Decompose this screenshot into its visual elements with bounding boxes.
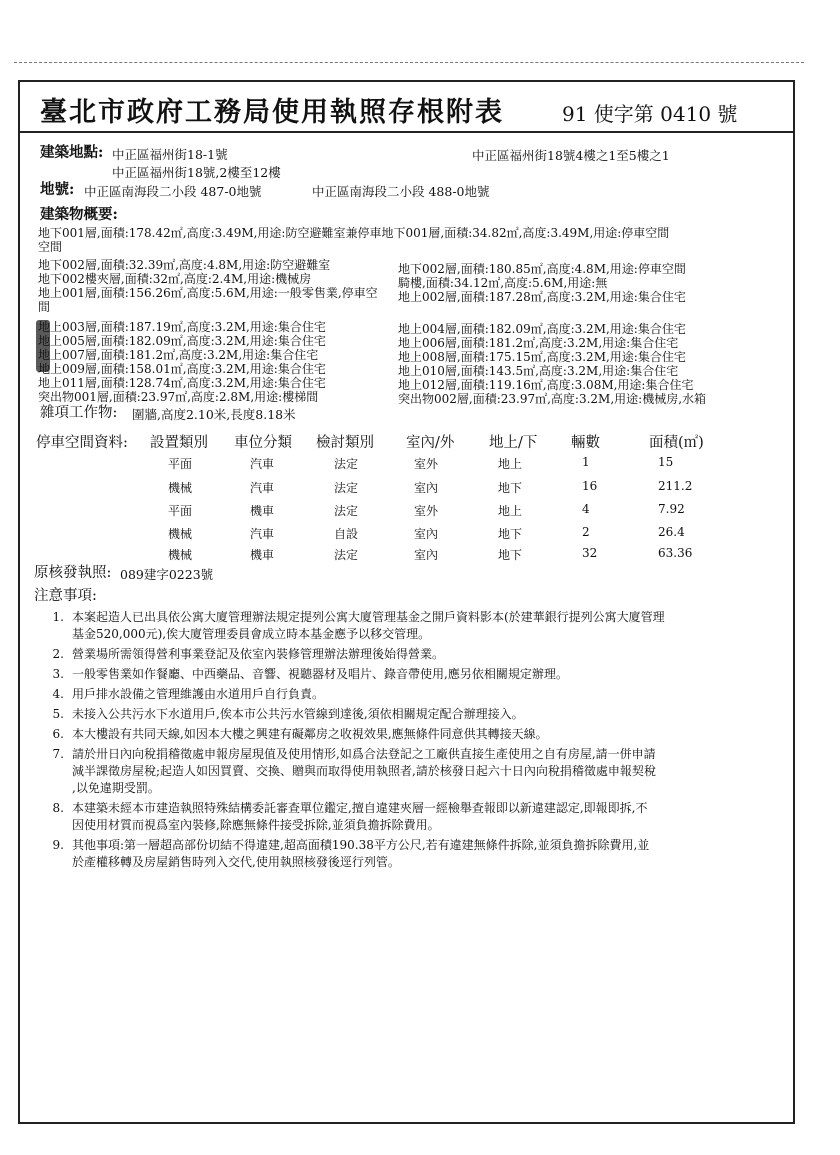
note-number: 7. xyxy=(52,747,64,761)
parking-cell: 機械 xyxy=(168,481,193,495)
misc-label: 雜項工作物: xyxy=(40,405,118,421)
parking-cell: 7.92 xyxy=(658,502,685,516)
parking-header: 檢討類別 xyxy=(316,435,374,451)
parking-cell: 4 xyxy=(582,502,590,516)
overview-row-right: 突出物002層,面積:23.97㎡,高度:3.2M,用途:機械房,水箱 xyxy=(398,392,707,406)
parking-cell: 平面 xyxy=(168,457,193,471)
note-text xyxy=(72,837,754,871)
original-permit-value: 089建字0223號 xyxy=(120,567,214,582)
note-line: 本建築未經本市建造執照特殊結構委託審查單位鑑定,擅自違建夾層一經檢舉查報即以新違建認定,即報即拆,不 xyxy=(72,801,648,815)
parking-cell: 室內 xyxy=(414,548,439,562)
parking-cell: 地下 xyxy=(498,527,523,541)
location-2: 中正區福州街18號,2樓至12樓 xyxy=(112,165,281,180)
note-line: 本大樓設有共同天線,如因本大樓之興建有礙鄰房之收視效果,應無條件同意供其轉接天線。 xyxy=(72,727,548,741)
note-number: 6. xyxy=(52,727,64,741)
header-rule xyxy=(18,131,795,133)
document-title: 臺北市政府工務局使用執照存根附表 xyxy=(40,97,504,128)
note-item xyxy=(42,746,754,797)
parking-cell: 自設 xyxy=(334,527,359,541)
note-item xyxy=(42,726,754,743)
note-text xyxy=(72,726,754,743)
overview-row-left: 地上011層,面積:128.74㎡,高度:3.2M,用途:集合住宅 xyxy=(38,376,326,390)
note-number: 9. xyxy=(52,838,64,852)
parking-cell: 211.2 xyxy=(658,479,693,493)
note-line: 未接入公共污水下水道用戶,俟本市公共污水管線到達後,須依相關規定配合辦理接入。 xyxy=(72,707,524,721)
parking-header: 地上/下 xyxy=(489,435,538,451)
note-line: ,以免違期受罰。 xyxy=(72,781,160,795)
note-item xyxy=(42,646,754,663)
overview-row-left: 地上009層,面積:158.01㎡,高度:3.2M,用途:集合住宅 xyxy=(38,362,326,376)
parking-header: 車位分類 xyxy=(234,435,292,451)
parking-cell: 平面 xyxy=(168,504,193,518)
lot-label: 地號: xyxy=(40,181,75,198)
note-line: 因使用材質而視爲室內裝修,除應無條件接受拆除,並須負擔拆除費用。 xyxy=(72,818,440,832)
parking-cell: 63.36 xyxy=(658,546,693,560)
overview-row-right: 地上002層,面積:187.28㎡,高度:3.2M,用途:集合住宅 xyxy=(398,290,686,304)
location-label: 建築地點: xyxy=(40,144,104,161)
parking-cell: 2 xyxy=(582,525,590,539)
parking-cell: 1 xyxy=(582,455,590,469)
overview-row-right: 騎樓,面積:34.12㎡,高度:5.6M,用途:無 xyxy=(398,276,608,290)
note-line: 本案起造人已出具依公寓大廈管理辦法規定提列公寓大廈管理基金之開戶資料影本(於建華銀行提列公寓大廈管理 xyxy=(72,610,665,624)
note-text xyxy=(72,646,754,663)
overview-row-left: 地下002樓夾層,面積:32㎡,高度:2.4M,用途:機械房 xyxy=(38,272,312,286)
note-item xyxy=(42,800,754,834)
overview-row-right: 地上004層,面積:182.09㎡,高度:3.2M,用途:集合住宅 xyxy=(398,322,686,336)
parking-cell: 室內 xyxy=(414,481,439,495)
note-line: 基金520,000元),俟大廈管理委員會成立時本基金應予以移交管理。 xyxy=(72,627,431,641)
original-permit-label: 原核發執照: xyxy=(34,565,112,581)
note-line: 其他事項:第一層超高部份切結不得違建,超高面積190.38平方公尺,若有違建無條件拆除,並須負擔拆除費用,並 xyxy=(72,838,650,852)
overview-row-right: 地上010層,面積:143.5㎡,高度:3.2M,用途:集合住宅 xyxy=(398,364,679,378)
parking-cell: 法定 xyxy=(334,457,359,471)
note-item xyxy=(42,837,754,871)
parking-cell: 32 xyxy=(582,546,598,560)
overview-wrap-line: 間 xyxy=(38,300,51,314)
parking-cell: 法定 xyxy=(334,548,359,562)
permit-number: 91 使字第 0410 號 xyxy=(562,102,738,126)
location-1: 中正區福州街18-1號 xyxy=(112,147,228,162)
parking-cell: 地下 xyxy=(498,548,523,562)
overview-row-right: 地上006層,面積:181.2㎡,高度:3.2M,用途:集合住宅 xyxy=(398,336,679,350)
note-text xyxy=(72,706,754,723)
note-text xyxy=(72,746,754,797)
misc-value: 圍牆,高度2.10米,長度8.18米 xyxy=(132,407,296,422)
parking-cell: 室內 xyxy=(414,527,439,541)
note-text xyxy=(72,609,754,643)
top-dashed-rule xyxy=(14,62,804,63)
note-text xyxy=(72,686,754,703)
note-text xyxy=(72,800,754,834)
parking-cell: 地上 xyxy=(498,457,523,471)
overview-row-left: 地下002層,面積:32.39㎡,高度:4.8M,用途:防空避難室 xyxy=(38,258,331,272)
parking-cell: 機車 xyxy=(250,504,275,518)
note-number: 4. xyxy=(52,687,64,701)
overview-full-line-cont: 空間 xyxy=(38,240,63,254)
overview-row-left: 地上007層,面積:181.2㎡,高度:3.2M,用途:集合住宅 xyxy=(38,348,319,362)
overview-row-right: 地上012層,面積:119.16㎡,高度:3.08M,用途:集合住宅 xyxy=(398,378,694,392)
overview-row-left: 地上001層,面積:156.26㎡,高度:5.6M,用途:一般零售業,停車空 xyxy=(38,286,378,300)
note-line: 於產權移轉及房屋銷售時列入交代,使用執照核發後逕行列管。 xyxy=(72,855,400,869)
overview-label: 建築物概要: xyxy=(40,206,118,223)
overview-row-left: 地上005層,面積:182.09㎡,高度:3.2M,用途:集合住宅 xyxy=(38,334,326,348)
notes-label: 注意事項: xyxy=(34,588,97,604)
note-line: 減半課徵房屋稅;起造人如因買賣、交換、贈與而取得使用執照者,請於核發日起六十日內向稅捐稽徵處申報契稅 xyxy=(72,764,656,778)
note-line: 請於卅日內向稅捐稽徵處申報房屋現值及使用情形,如爲合法登記之工廠供直接生產使用之自有房屋,請一併申請 xyxy=(72,747,656,761)
note-number: 5. xyxy=(52,707,64,721)
note-number: 2. xyxy=(52,647,64,661)
lot-1: 中正區南海段二小段 487-0地號 xyxy=(84,184,262,199)
note-text xyxy=(72,666,754,683)
location-right: 中正區福州街18號4樓之1至5樓之1 xyxy=(472,148,670,163)
parking-cell: 汽車 xyxy=(250,527,275,541)
parking-cell: 法定 xyxy=(334,481,359,495)
parking-cell: 機械 xyxy=(168,527,193,541)
parking-cell: 26.4 xyxy=(658,525,685,539)
overview-row-right: 地上008層,面積:175.15㎡,高度:3.2M,用途:集合住宅 xyxy=(398,350,686,364)
overview-row-right: 地下002層,面積:180.85㎡,高度:4.8M,用途:停車空間 xyxy=(398,262,686,276)
parking-cell: 機車 xyxy=(250,548,275,562)
overview-row-left: 地上003層,面積:187.19㎡,高度:3.2M,用途:集合住宅 xyxy=(38,320,326,334)
note-number: 1. xyxy=(52,610,64,624)
parking-cell: 15 xyxy=(658,455,674,469)
note-line: 一般零售業如作餐廳、中西藥品、音響、視聽器材及唱片、錄音帶使用,應另依相關規定辦理。 xyxy=(72,667,568,681)
parking-cell: 室外 xyxy=(414,457,439,471)
parking-cell: 16 xyxy=(582,479,598,493)
parking-cell: 地上 xyxy=(498,504,523,518)
parking-cell: 地下 xyxy=(498,481,523,495)
parking-label: 停車空間資料: xyxy=(36,435,128,451)
parking-cell: 汽車 xyxy=(250,481,275,495)
parking-cell: 法定 xyxy=(334,504,359,518)
note-number: 3. xyxy=(52,667,64,681)
parking-header: 設置類別 xyxy=(150,435,208,451)
note-number: 8. xyxy=(52,801,64,815)
overview-row-left: 突出物001層,面積:23.97㎡,高度:2.8M,用途:樓梯間 xyxy=(38,390,319,404)
parking-header: 面積(㎡) xyxy=(649,435,704,451)
note-item xyxy=(42,609,754,643)
note-line: 用戶排水設備之管理維護由水道用戶自行負責。 xyxy=(72,687,325,701)
parking-cell: 機械 xyxy=(168,548,193,562)
lot-2: 中正區南海段二小段 488-0地號 xyxy=(312,184,490,199)
parking-cell: 室外 xyxy=(414,504,439,518)
parking-cell: 汽車 xyxy=(250,457,275,471)
note-line: 營業場所需領得營利事業登記及依室內裝修管理辦法辦理後始得營業。 xyxy=(72,647,445,661)
note-item xyxy=(42,706,754,723)
overview-full-line: 地下001層,面積:178.42㎡,高度:3.49M,用途:防空避難室兼停車地下001層,面積:34.82㎡,高度:3.49M,用途:停車空間 xyxy=(38,226,670,240)
note-item xyxy=(42,686,754,703)
parking-header: 輛數 xyxy=(571,435,600,451)
note-item xyxy=(42,666,754,683)
parking-header: 室內/外 xyxy=(406,435,455,451)
